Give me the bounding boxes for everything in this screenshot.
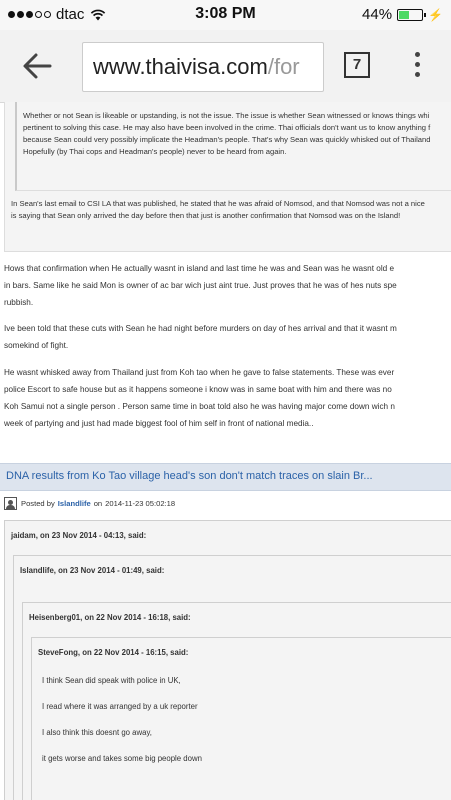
post-paragraph-line: somekind of fight. — [4, 341, 69, 350]
post-paragraph-line: week of partying and just had made biggest fool of him self in front of national media.. — [4, 419, 314, 428]
status-bar — [0, 0, 451, 30]
post-paragraph-line: Ive been told that these cuts with Sean he had night before murders on day of hes arrival and that it wasnt m — [4, 324, 397, 333]
overflow-menu-icon[interactable] — [412, 52, 422, 80]
quote-body-line: it gets worse and takes some big people down — [42, 754, 202, 763]
post-date: 2014-11-23 05:02:18 — [105, 499, 176, 508]
quote-level-4 — [31, 637, 451, 800]
battery-status — [362, 6, 443, 23]
quote-line: because Sean could very possibly implicate the Headman's people. That's why Sean was quickly whisked out of Thailand — [23, 135, 431, 144]
post-paragraph-line: He wasnt whisked away from Thailand just from Koh tao when he gave to false statements. These was ever — [4, 368, 395, 377]
quote-line: is saying that Sean only arrived the day before then that just is another confirmation that Nomsod was on the Island! — [11, 211, 401, 220]
forum-page — [0, 102, 451, 800]
post-paragraph-line: in bars. Same like he said Mon is owner of ac bar wich just aint true. Just proves that he was of hes nuts spe — [4, 281, 397, 290]
author-link[interactable]: Islandlife — [57, 499, 91, 508]
address-bar[interactable] — [82, 42, 324, 92]
url-text: www.thaivisa.com/for — [93, 54, 300, 79]
battery-icon — [397, 9, 423, 21]
nested-quote-block — [15, 102, 451, 191]
quote-body-line: I think Sean did speak with police in UK, — [42, 676, 181, 685]
quote-block — [4, 102, 451, 252]
battery-percent: 44% — [362, 6, 393, 23]
quote-level-1 — [4, 520, 451, 800]
quote-body-line: I read where it was arranged by a uk reporter — [42, 702, 198, 711]
tab-switcher-button[interactable]: 7 — [344, 52, 370, 78]
post-paragraph-line: police Escort to safe house but as it happens someone i know was in same boat with him and there was no — [4, 385, 392, 394]
quote-citation: Islandlife, on 23 Nov 2014 - 01:49, said: — [20, 566, 165, 575]
quote-line: In Sean's last email to CSI LA that was published, he stated that he was afraid of Nomsod, and that Nomsod was not a nice — [11, 199, 425, 208]
topic-title-link[interactable]: DNA results from Ko Tao village head's son don't match traces on slain Br... — [6, 470, 373, 482]
posted-by-on: on — [93, 499, 103, 508]
posted-by — [4, 497, 175, 510]
post-paragraph-line: Koh Samui not a single person . Person same time in boat told also he was having major come down wich n — [4, 402, 395, 411]
back-arrow-icon[interactable] — [22, 52, 52, 80]
charging-icon: ⚡ — [428, 7, 443, 22]
posted-by-prefix: Posted by — [21, 499, 55, 508]
quote-citation: SteveFong, on 22 Nov 2014 - 16:15, said: — [38, 648, 189, 657]
post-paragraph-line: rubbish. — [4, 298, 34, 307]
topic-title-bar — [0, 463, 451, 491]
clock: 3:08 PM — [195, 5, 256, 22]
quote-level-2 — [13, 555, 451, 800]
quote-line: Hopefully (by Thai cops and Headman's people) never to be heard from again. — [23, 147, 287, 156]
carrier-name: dtac — [56, 6, 85, 23]
quote-citation: jaidam, on 23 Nov 2014 - 04:13, said: — [11, 531, 147, 540]
quote-body-line: I also think this doesnt go away, — [42, 728, 152, 737]
post-paragraph-line: Hows that confirmation when He actually wasnt in island and last time he was and Sean was he wasnt old e — [4, 264, 395, 273]
browser-toolbar — [0, 30, 451, 103]
quote-level-3 — [22, 602, 451, 800]
quote-line: pertinent to solving this case. He may also have been involved in the crime. Thai officials don't want us to know anything f — [23, 123, 431, 132]
user-avatar-icon — [4, 497, 17, 510]
quote-line: Whether or not Sean is likeable or upstanding, is not the issue. The issue is whether Sean witnessed or knows things whi — [23, 111, 430, 120]
quote-citation: Heisenberg01, on 22 Nov 2014 - 16:18, said: — [29, 613, 191, 622]
